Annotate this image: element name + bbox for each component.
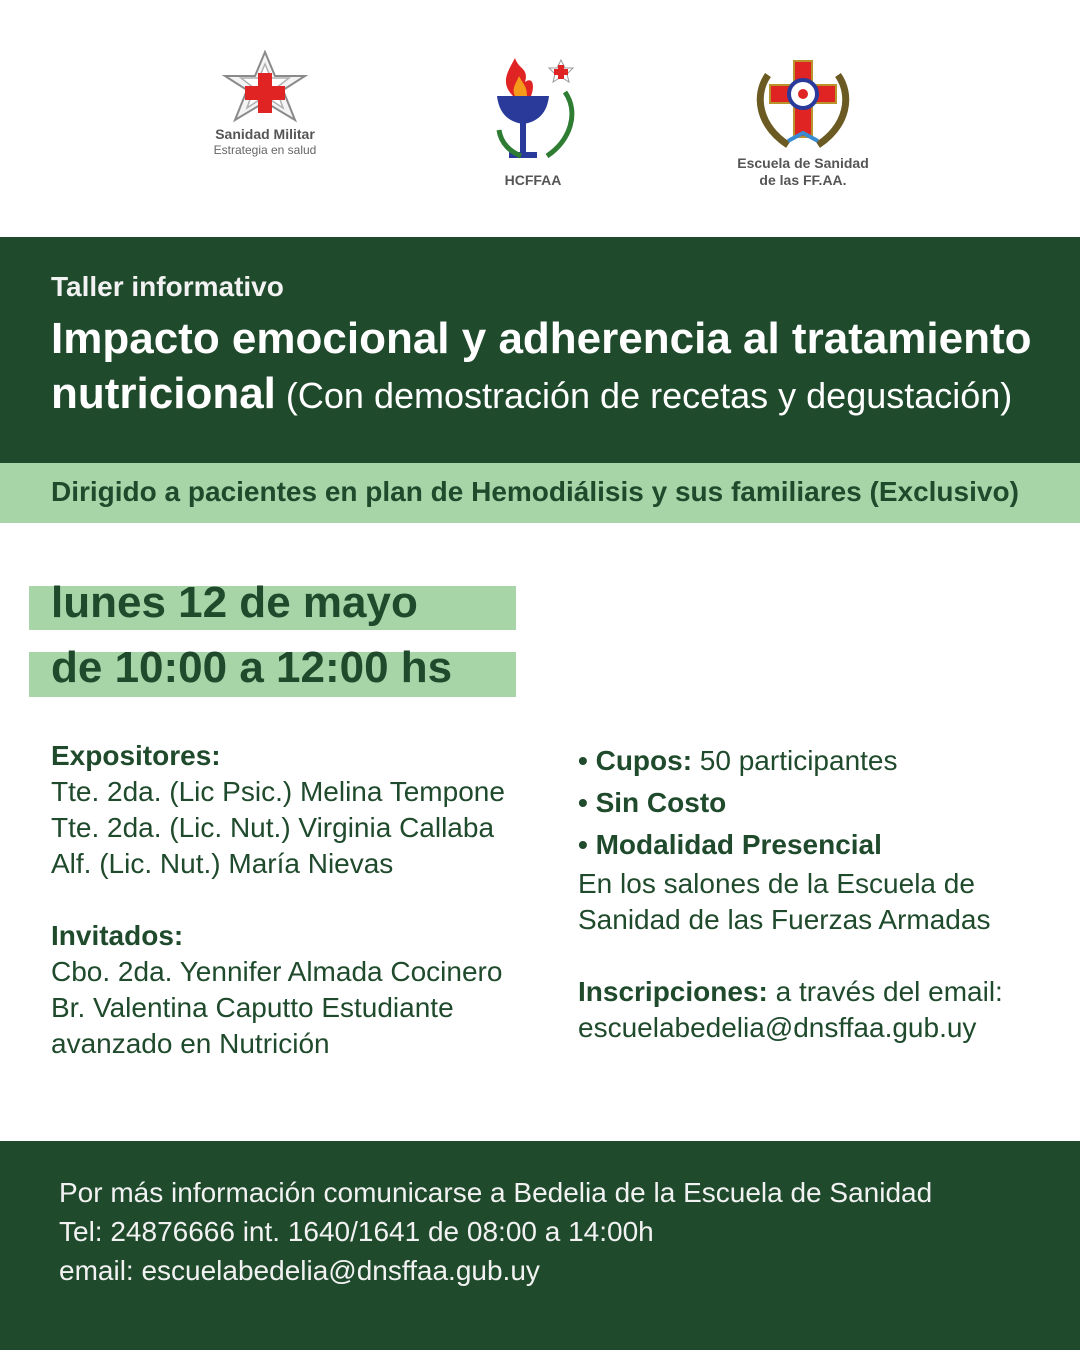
escuela-crest-icon [748,55,858,155]
event-title-line1: Impacto emocional y adherencia al tratamiento [51,314,1032,363]
speaker-item: Alf. (Lic. Nut.) María Nievas [51,848,394,879]
footer-info: Por más información comunicarse a Bedelia de la Escuela de Sanidad [59,1177,933,1208]
title-band [0,237,1080,463]
contact-footer [0,1141,1080,1350]
sanidad-militar-logo [185,50,345,158]
audience-band [0,463,1080,523]
event-date: lunes 12 de mayo [51,578,418,627]
chalice-flame-icon [485,52,581,172]
cupos-label: Cupos: [595,745,693,776]
costo-item [578,782,1058,824]
event-time: de 10:00 a 12:00 hs [51,643,453,692]
modalidad-item [578,824,1058,866]
cupos-item [578,740,1058,782]
inscripciones-value: a través del email: [767,976,1003,1007]
details-column [578,740,1058,1046]
escuela-sanidad-logo [722,55,884,189]
guest-item: Cbo. 2da. Yennifer Almada Cocinero [51,956,503,987]
speaker-item: Tte. 2da. (Lic. Nut.) Virginia Callaba [51,812,495,843]
bullet-mark: • [578,745,588,776]
hcffaa-logo [470,52,596,189]
footer-email-link[interactable]: email: escuelabedelia@dnsffaa.gub.uy [59,1255,540,1286]
guest-item: avanzado en Nutrición [51,1028,330,1059]
footer-phone: Tel: 24876666 int. 1640/1641 de 08:00 a 14:00h [59,1216,654,1247]
audience-text: Dirigido a pacientes en plan de Hemodiálisis y sus familiares (Exclusivo) [51,476,1019,507]
star-cross-icon [213,50,317,126]
guest-item: Br. Valentina Caputto Estudiante [51,992,454,1023]
bullet-mark: • [578,787,588,818]
event-title [51,311,1051,423]
event-kicker: Taller informativo [51,271,284,302]
escuela-name-line2: de las FF.AA. [759,172,847,188]
event-title-line2: nutricional [51,369,276,418]
hcffaa-name: HCFFAA [504,172,562,188]
lugar-line: En los salones de la Escuela de [578,868,975,899]
escuela-name-line1: Escuela de Sanidad [737,155,869,171]
cupos-value: 50 participantes [692,745,898,776]
inscripciones-label: Inscripciones: [578,976,768,1007]
expositores-heading: Expositores: [51,740,221,771]
event-title-subtitle: (Con demostración de recetas y degustación) [275,375,1013,416]
lugar-line: Sanidad de las Fuerzas Armadas [578,904,991,935]
invitados-heading: Invitados: [51,920,184,951]
sanidad-militar-name: Sanidad Militar [215,126,315,142]
costo-label: Sin Costo [595,787,727,818]
speakers-column [51,738,551,1062]
logo-header [0,0,1080,237]
speaker-item: Tte. 2da. (Lic Psic.) Melina Tempone [51,776,505,807]
bullet-mark: • [578,829,588,860]
modalidad-label: Modalidad Presencial [595,829,882,860]
inscripciones-line [578,974,1058,1010]
sanidad-militar-tagline: Estrategia en salud [213,143,317,157]
inscripciones-email-link[interactable]: escuelabedelia@dnsffaa.gub.uy [578,1012,977,1043]
